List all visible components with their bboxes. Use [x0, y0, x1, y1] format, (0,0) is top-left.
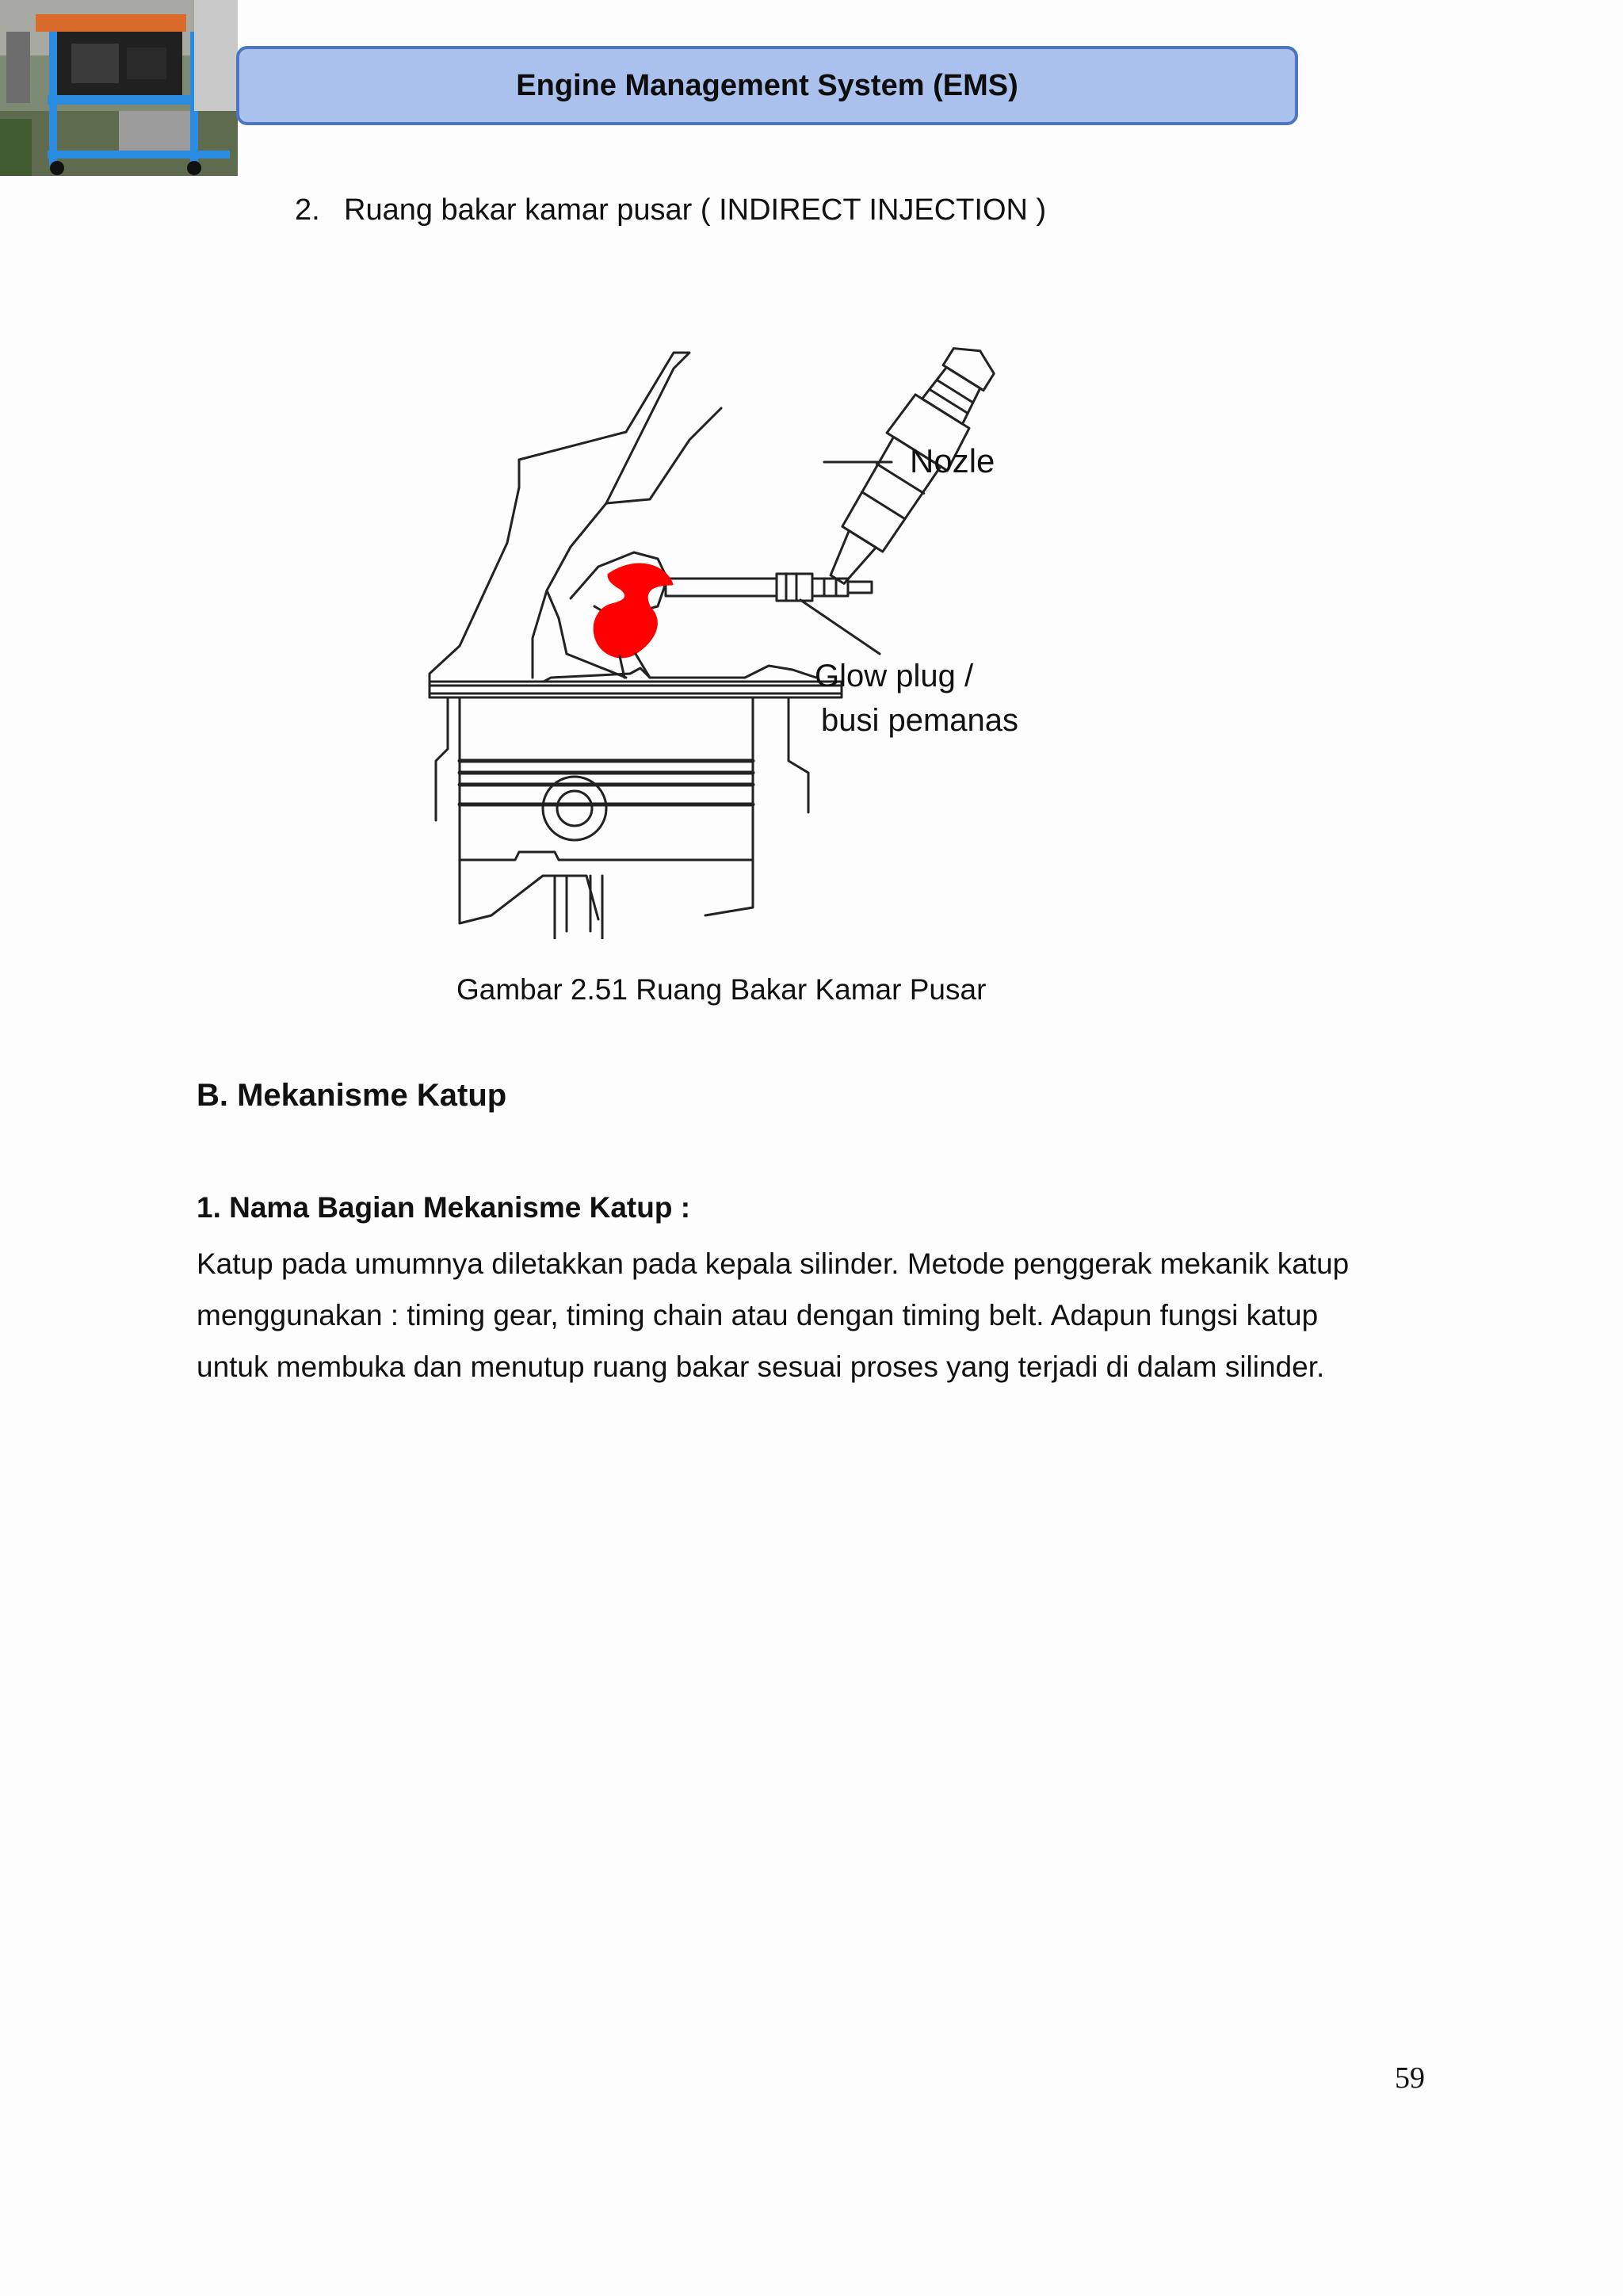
glow-plug-label-line1: Glow plug /: [815, 659, 974, 693]
page-number: 59: [1395, 2061, 1425, 2095]
nozzle-label: Nozle: [910, 442, 995, 479]
list-text: Ruang bakar kamar pusar ( INDIRECT INJECTION ): [344, 193, 1047, 227]
engine-trainer-photo: [0, 0, 238, 176]
paragraph-line: Katup pada umumnya diletakkan pada kepala silinder. Metode penggerak mekanik katup: [197, 1247, 1350, 1280]
header-banner: [236, 46, 1298, 125]
glow-plug-label: [815, 654, 1018, 743]
list-number: 2.: [295, 193, 320, 227]
section-title: B. Mekanisme Katup: [197, 1078, 507, 1113]
glow-plug-leader-line: [800, 600, 880, 654]
header-title: Engine Management System (EMS): [516, 68, 1018, 102]
list-item: [295, 193, 1046, 227]
paragraph-line: untuk membuka dan menutup ruang bakar sesuai proses yang terjadi di dalam silinder.: [197, 1350, 1325, 1383]
glow-plug-label-line2: busi pemanas: [821, 703, 1019, 738]
subsection-title: 1. Nama Bagian Mekanisme Katup :: [197, 1191, 691, 1224]
body-paragraph: [197, 1238, 1433, 1392]
swirl-chamber-red-fill: [594, 564, 672, 657]
paragraph-line: menggunakan : timing gear, timing chain atau dengan timing belt. Adapun fungsi katup: [197, 1299, 1319, 1331]
combustion-chamber-figure: [412, 305, 1062, 939]
figure-caption: Gambar 2.51 Ruang Bakar Kamar Pusar: [456, 973, 987, 1006]
